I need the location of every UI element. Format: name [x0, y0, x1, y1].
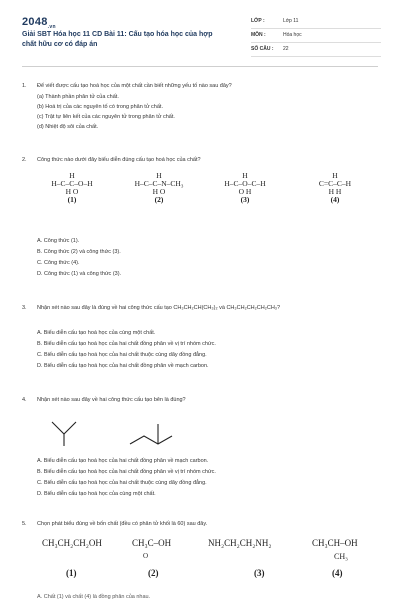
formula-3: NH₂CH₂CH₂NH₂	[208, 538, 272, 548]
site-logo[interactable]	[22, 16, 56, 30]
option-partial[interactable]: A. Chất (1) và chất (4) là đồng phân của nhau.	[37, 594, 151, 600]
structure-4	[300, 172, 370, 204]
structure-line: H	[332, 171, 338, 180]
option[interactable]: D. Biểu diễn cấu tạo hoá học của cùng một chất.	[37, 491, 156, 497]
meta-count-key: SỐ CÂU :	[251, 46, 274, 52]
meta-count-value: 22	[283, 46, 289, 52]
question-number: 4.	[22, 397, 27, 403]
formula-label: (4)	[332, 568, 343, 578]
question-5	[22, 520, 378, 530]
question-2	[22, 156, 378, 166]
option[interactable]: B. Công thức (2) và công thức (3).	[37, 249, 121, 255]
structure-line: H–C–O–C–H	[224, 179, 266, 188]
structure-line: H	[156, 171, 162, 180]
option[interactable]: (b) Hoá trị của các nguyên tố có trong phân tử chất.	[37, 104, 163, 110]
option[interactable]: (d) Nhiệt độ sôi của chất.	[37, 124, 99, 130]
meta-subject	[251, 30, 381, 43]
option[interactable]: C. Biểu diễn cấu tạo hoá học của hai chất thuộc cùng dãy đồng đẳng.	[37, 352, 207, 358]
meta-subject-key: MÔN :	[251, 32, 266, 38]
question-stem: Để viết được cấu tạo hoá học của một chất cần biết những yếu tố nào sau đây?	[37, 83, 232, 89]
structure-2	[124, 172, 194, 204]
skeletal-structure-b	[130, 424, 172, 444]
option[interactable]: (c) Trật tự liên kết của các nguyên tử trong phân tử chất.	[37, 114, 175, 120]
option[interactable]: A. Biểu diễn cấu tạo hoá học của cùng một chất.	[37, 330, 156, 336]
question-4	[22, 396, 378, 406]
structure-label: (3)	[240, 195, 250, 204]
meta-subject-value: Hóa học	[283, 32, 302, 38]
question-stem: Công thức nào dưới đây biểu diễn đúng cấu tạo hoá học của chất?	[37, 157, 201, 163]
structure-line: H	[69, 171, 75, 180]
structure-line: C=C–C–H	[318, 179, 352, 188]
structure-line: H O	[65, 187, 79, 196]
structure-line: H–C–C–N–CH₃	[134, 179, 184, 188]
formula-4-sub: CH₃	[334, 552, 348, 561]
formula-label: (3)	[254, 568, 265, 578]
structure-label: (2)	[154, 195, 164, 204]
structure-line: H O	[152, 187, 166, 196]
logo-text: 2048	[22, 16, 48, 28]
formula-label: (1)	[66, 568, 77, 578]
formula-2: CH₃C–OH	[132, 538, 172, 548]
structure-label: (4)	[330, 195, 340, 204]
formula-label: (2)	[148, 568, 159, 578]
option[interactable]: A. Biểu diễn cấu tạo hoá học của hai chất đồng phân về mạch carbon.	[37, 458, 209, 464]
structure-3	[210, 172, 280, 204]
question-number: 3.	[22, 305, 27, 311]
question-stem: Nhận xét nào sau đây là đúng về hai công thức cấu tạo CH₃CH₂CH(CH₃)₂ và CH₃CH₂CH₂CH₂CH₃?	[37, 305, 281, 311]
option[interactable]: C. Biểu diễn cấu tạo hoá học của hai chất thuộc cùng dãy đồng đẳng.	[37, 480, 207, 486]
question-1	[22, 82, 378, 92]
skeletal-structures	[48, 414, 188, 448]
structure-line: H–C–C–O–H	[51, 179, 93, 188]
page-header	[0, 0, 400, 64]
meta-class-value: Lớp 11	[283, 18, 299, 24]
option[interactable]: D. Công thức (1) và công thức (3).	[37, 271, 122, 277]
skeletal-structure-a	[52, 422, 76, 446]
question-stem: Nhận xét nào sau đây về hai công thức cấu tạo bên là đúng?	[37, 397, 186, 403]
formula-2-sub: O	[143, 552, 149, 560]
option[interactable]: B. Biểu diễn cấu tạo hoá học của hai chất đồng phân về vị trí nhóm chức.	[37, 469, 216, 475]
question-number: 2.	[22, 157, 27, 163]
structure-line: H	[242, 171, 248, 180]
question-number: 1.	[22, 83, 27, 89]
formula-1: CH₃CH₂CH₂OH	[42, 538, 102, 548]
logo-suffix: .vn	[47, 24, 56, 31]
document-title: Giải SBT Hóa học 11 CD Bài 11: Cấu tạo hóa học của hợp chất hữu cơ có đáp án	[22, 31, 213, 48]
structure-1	[42, 172, 102, 204]
meta-count	[251, 44, 381, 57]
question-3	[22, 304, 378, 322]
structure-line: O H	[238, 187, 252, 196]
question-stem: Chọn phát biểu đúng về bốn chất (đều có phân tử khối là 60) sau đây.	[37, 521, 208, 527]
meta-class-key: LỚP :	[251, 18, 265, 24]
option[interactable]: A. Công thức (1).	[37, 238, 80, 244]
structure-line: H H	[328, 187, 342, 196]
option[interactable]: B. Biểu diễn cấu tạo hoá học của hai chất đồng phân về vị trí nhóm chức.	[37, 341, 216, 347]
option[interactable]: (a) Thành phần phân tử của chất.	[37, 94, 119, 100]
question-number: 5.	[22, 521, 27, 527]
structure-label: (1)	[67, 195, 77, 204]
header-divider	[22, 66, 378, 67]
option[interactable]: C. Công thức (4).	[37, 260, 80, 266]
option[interactable]: D. Biểu diễn cấu tạo hoá học của hai chất đồng phân về mạch carbon.	[37, 363, 209, 369]
formula-4: CH₃CH–OH	[312, 538, 358, 548]
meta-class	[251, 16, 381, 29]
